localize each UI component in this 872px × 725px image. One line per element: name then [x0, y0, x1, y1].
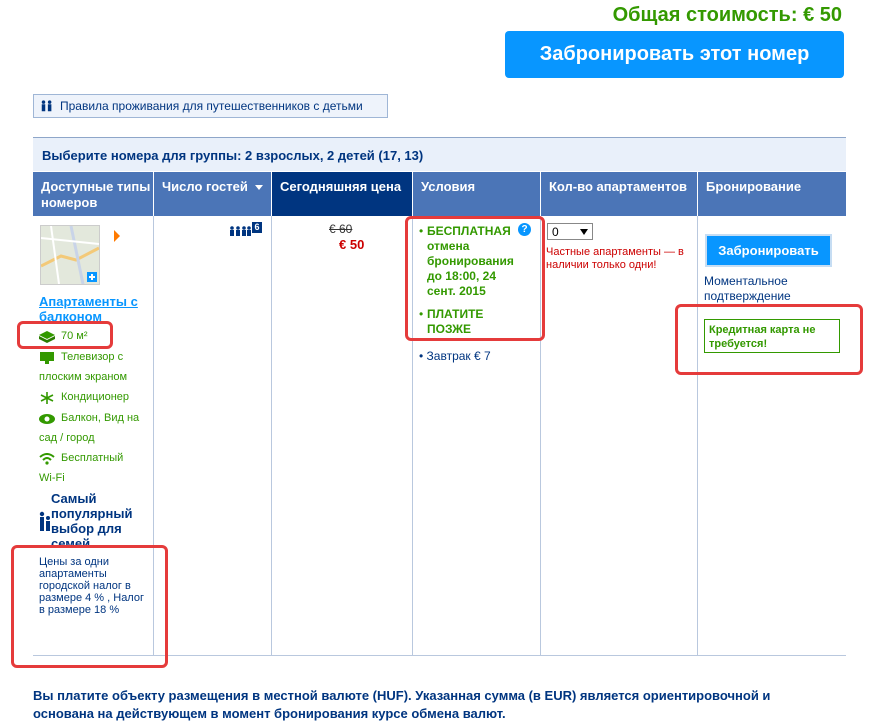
- free-cancellation: БЕСПЛАТНАЯ отмена бронирования до 18:00, 24 сент. 2015: [427, 224, 514, 298]
- divider: [697, 216, 698, 656]
- bullet: •: [419, 307, 424, 321]
- facility-label: Телевизор с плоским экраном: [39, 351, 128, 383]
- header-guests-label: Число гостей: [162, 179, 248, 194]
- facility-item: [39, 387, 129, 407]
- help-icon[interactable]: ?: [518, 223, 531, 236]
- family-icon: [40, 99, 54, 113]
- pay-later: ПЛАТИТЕ ПОЗЖЕ: [427, 307, 484, 336]
- currency-note: Вы платите объекту размещения в местной валюте (HUF). Указанная сумма (в EUR) является ориентировочной и основана на действующем в момент бронирования курсе обмена валют.: [33, 688, 771, 721]
- expand-arrow-icon[interactable]: [114, 230, 120, 242]
- total-price: Общая стоимость: € 50: [612, 4, 842, 26]
- book-button[interactable]: Забронировать: [705, 234, 832, 267]
- current-price: € 50: [339, 237, 365, 252]
- bullet: •: [419, 224, 424, 238]
- guest-count-badge: 6: [252, 222, 262, 233]
- selected-quantity: 0: [552, 225, 559, 239]
- availability-warning: Частные апартаменты — в наличии только одни!: [546, 246, 684, 271]
- facility-item: [39, 408, 151, 448]
- no-credit-card-badge: Кредитная карта не требуется!: [704, 319, 840, 353]
- header-booking: Бронирование: [698, 172, 846, 216]
- room-photo-map[interactable]: [40, 225, 100, 285]
- facility-label: Бесплатный Wi-Fi: [39, 452, 124, 484]
- facility-label: Балкон, Вид на сад / город: [39, 412, 140, 444]
- area-icon: [39, 330, 55, 342]
- header-apartments: Кол-во апартаментов: [541, 172, 697, 216]
- book-this-room-button[interactable]: Забронировать этот номер: [505, 31, 844, 78]
- wifi-icon: [39, 452, 55, 464]
- dropdown-caret-icon: [580, 229, 588, 235]
- breakfast-price: Завтрак € 7: [426, 349, 491, 363]
- facility-label: Кондиционер: [61, 391, 130, 403]
- header-price: Сегодняшняя цена: [272, 172, 412, 216]
- facility-item: [39, 347, 149, 387]
- tv-icon: [39, 351, 55, 363]
- guests-icon: [229, 223, 251, 241]
- popular-choice-text: Самый популярный выбор для семей: [51, 491, 133, 551]
- header-room-types: Доступные типы номеров: [33, 172, 153, 216]
- group-selection-title: Выберите номера для группы: 2 взрослых, 2 детей (17, 13): [33, 137, 846, 171]
- bullet: •: [419, 349, 427, 363]
- price-note: Цены за одни апартаменты городской налог в размере 4 % , Налог в размере 18 %: [39, 556, 144, 616]
- facility-item: [39, 448, 139, 488]
- eye-icon: [39, 412, 55, 424]
- apartment-quantity-select[interactable]: [547, 223, 593, 240]
- area-value: 70 м²: [61, 330, 88, 342]
- sort-caret-icon: [255, 185, 263, 190]
- room-name-link[interactable]: Апартаменты с балконом: [39, 294, 138, 324]
- header-guests[interactable]: [154, 172, 271, 216]
- children-policy-link[interactable]: [33, 94, 388, 118]
- room-area: [39, 326, 88, 346]
- breakfast-line: [419, 349, 491, 363]
- divider: [271, 216, 272, 656]
- family-popular-icon: [39, 511, 51, 538]
- snowflake-icon: [39, 391, 55, 403]
- old-price: € 60: [329, 222, 353, 236]
- header-conditions: Условия: [413, 172, 540, 216]
- instant-confirmation: Моментальное подтверждение: [704, 274, 791, 303]
- children-policy-label: Правила проживания для путешественников с детьми: [60, 99, 363, 113]
